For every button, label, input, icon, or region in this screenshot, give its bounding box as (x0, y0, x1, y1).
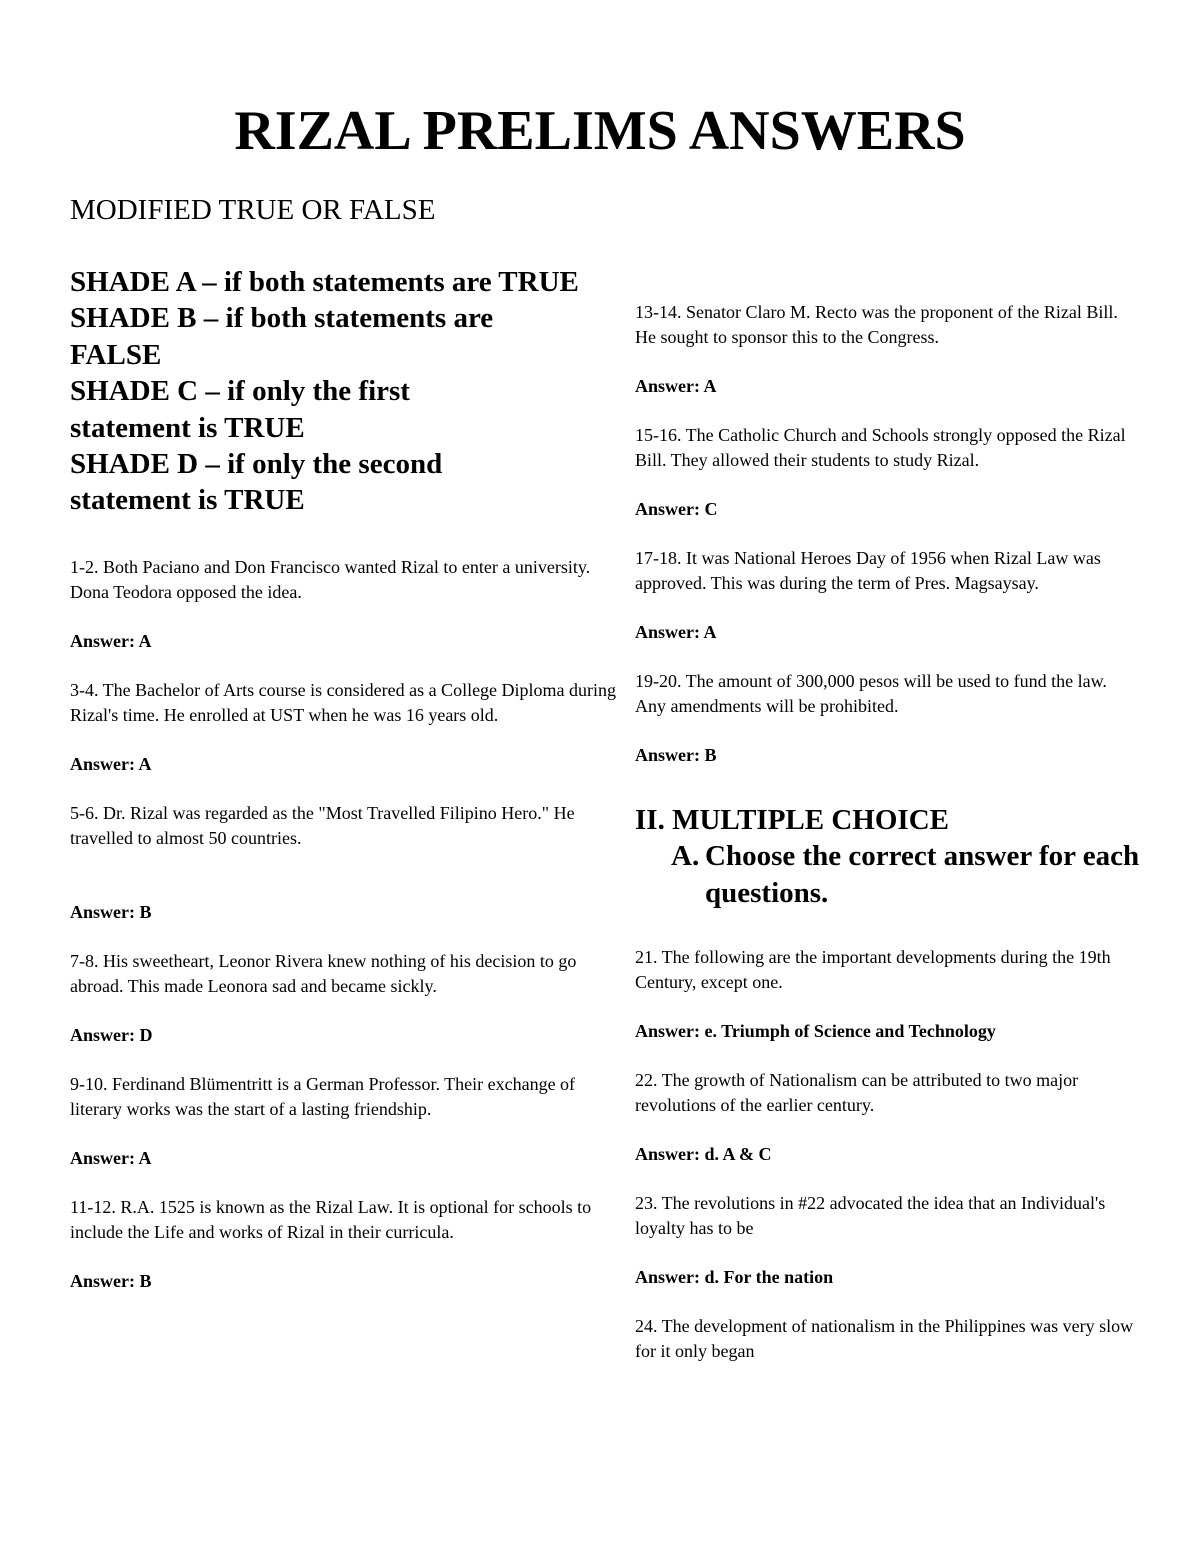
multiple-choice-subheading (635, 838, 1140, 911)
answer-11-12: Answer: B (70, 1270, 152, 1291)
question-23: 23. The revolutions in #22 advocated the idea that an Individual's loyalty has to be (635, 1193, 1106, 1239)
subheading-text: Choose the correct answer for each questions. (705, 840, 1140, 909)
instruction-line: SHADE B – if both statements are (70, 302, 494, 335)
answer-13-14: Answer: A (635, 376, 717, 396)
answer-5-6: Answer: B (70, 901, 152, 922)
left-column (70, 264, 630, 1318)
instruction-line: FALSE (70, 338, 162, 371)
section-heading: MODIFIED TRUE OR FALSE (70, 194, 436, 226)
subheading-letter: A. (671, 840, 700, 873)
answer-22: Answer: d. A & C (635, 1144, 772, 1165)
answer-23: Answer: d. For the nation (635, 1267, 834, 1288)
question-24: 24. The development of nationalism in the Philippines was very slow for it only began (635, 1316, 1134, 1362)
answer-7-8: Answer: D (70, 1024, 153, 1045)
answer-17-18: Answer: A (635, 622, 717, 642)
answer-3-4: Answer: A (70, 753, 152, 774)
question-11-12: 11-12. R.A. 1525 is known as the Rizal Law. It is optional for schools to include the Life and works of Rizal in their curricula. (70, 1196, 592, 1242)
answer-9-10: Answer: A (70, 1147, 152, 1168)
shading-instructions (70, 264, 630, 519)
question-15-16: 15-16. The Catholic Church and Schools strongly opposed the Rizal Bill. They allowed their students to study Rizal. (635, 425, 1126, 470)
question-22: 22. The growth of Nationalism can be attributed to two major revolutions of the earlier century. (635, 1070, 1079, 1116)
question-3-4: 3-4. The Bachelor of Arts course is considered as a College Diploma during Rizal's time. He enrolled at UST when he was 16 years old. (70, 679, 617, 725)
question-9-10: 9-10. Ferdinand Blümentritt is a German Professor. Their exchange of literary works was the start of a lasting friendship. (70, 1073, 576, 1119)
instruction-line: SHADE D – if only the second (70, 448, 443, 481)
question-13-14: 13-14. Senator Claro M. Recto was the proponent of the Rizal Bill. He sought to sponsor this to the Congress. (635, 302, 1118, 347)
question-17-18: 17-18. It was National Heroes Day of 1956 when Rizal Law was approved. This was during the term of Pres. Magsaysay. (635, 548, 1101, 593)
question-19-20: 19-20. The amount of 300,000 pesos will be used to fund the law. Any amendments will be prohibited. (635, 671, 1107, 716)
answer-15-16: Answer: C (635, 499, 718, 519)
instruction-line: statement is TRUE (70, 484, 305, 517)
question-21: 21. The following are the important developments during the 19th Century, except one. (635, 947, 1111, 993)
answer-1-2: Answer: A (70, 630, 152, 651)
multiple-choice-heading: II. MULTIPLE CHOICE (635, 804, 949, 836)
document-title: RIZAL PRELIMS ANSWERS (234, 100, 966, 162)
multiple-choice-header (635, 802, 1140, 911)
question-5-6: 5-6. Dr. Rizal was regarded as the "Most Travelled Filipino Hero." He travelled to almost 50 countries. (70, 802, 575, 848)
answer-21: Answer: e. Triumph of Science and Technology (635, 1021, 996, 1042)
answer-19-20: Answer: B (635, 745, 717, 765)
question-7-8: 7-8. His sweetheart, Leonor Rivera knew nothing of his decision to go abroad. This made Leonora sad and became sickly. (70, 950, 577, 996)
right-column (635, 300, 1140, 1364)
question-1-2: 1-2. Both Paciano and Don Francisco wanted Rizal to enter a university. Dona Teodora opposed the idea. (70, 556, 591, 602)
instruction-line: statement is TRUE (70, 411, 305, 444)
instruction-line: SHADE A – if both statements are TRUE (70, 266, 579, 298)
instruction-line: SHADE C – if only the first (70, 375, 410, 408)
